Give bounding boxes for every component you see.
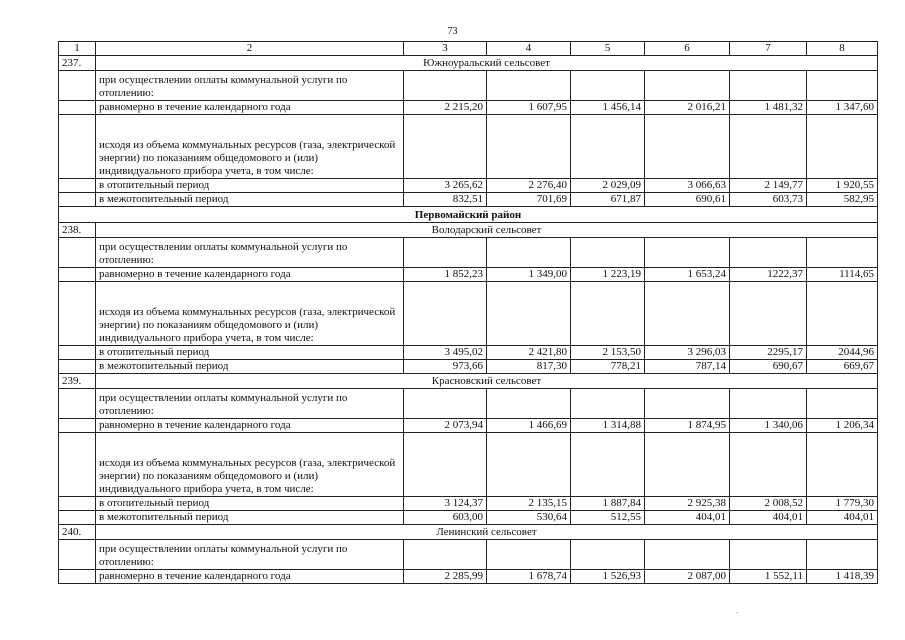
by-volume-row: [59, 433, 878, 497]
cell-empty: [730, 238, 807, 268]
cell-value: 530,64: [487, 511, 571, 525]
cell-empty: [730, 389, 807, 419]
cell-empty: [645, 115, 730, 179]
page-number: 73: [447, 26, 458, 37]
evenly-row: [59, 419, 878, 433]
cell-value: 1 456,14: [571, 101, 645, 115]
cell-empty: [807, 115, 878, 179]
section-number: 240.: [59, 525, 96, 540]
cell-value: 832,51: [404, 193, 487, 207]
cell-value: 603,73: [730, 193, 807, 207]
cell-empty: [571, 540, 645, 570]
cell-value: 2 016,21: [645, 101, 730, 115]
cell-value: 2 135,15: [487, 497, 571, 511]
row-label: при осуществлении оплаты коммунальной услуги по отоплению:: [96, 389, 404, 419]
cell-value: 2 215,20: [404, 101, 487, 115]
cell-value: 1 340,06: [730, 419, 807, 433]
by-volume-row: [59, 115, 878, 179]
section-row: [59, 374, 878, 389]
district-name: Первомайский район: [59, 207, 878, 223]
column-header: 2: [96, 42, 404, 56]
cell-value: 512,55: [571, 511, 645, 525]
cell-empty: [571, 389, 645, 419]
section-name: Володарский сельсовет: [96, 223, 878, 238]
cell-empty: [487, 282, 571, 346]
cell-empty: [487, 71, 571, 101]
cell-value: 2 153,50: [571, 346, 645, 360]
cell-value: 404,01: [807, 511, 878, 525]
cell-value: 3 495,02: [404, 346, 487, 360]
row-label: в отопительный период: [96, 497, 404, 511]
cell-value: 1 678,74: [487, 570, 571, 584]
cell-empty: [807, 433, 878, 497]
cell-empty: [571, 71, 645, 101]
row-label: равномерно в течение календарного года: [96, 570, 404, 584]
section-row: [59, 223, 878, 238]
cell-value: 671,87: [571, 193, 645, 207]
cell-value: 1 526,93: [571, 570, 645, 584]
cell-value: 817,30: [487, 360, 571, 374]
section-name: Красновский сельсовет: [96, 374, 878, 389]
payment-heading-row: [59, 389, 878, 419]
row-label: исходя из объема коммунальных ресурсов (газа, электрической энергии) по показаниям общедомового и (или) индивидуального прибора учета, в том числе:: [96, 115, 404, 179]
cell-empty: [730, 115, 807, 179]
column-header: 3: [404, 42, 487, 56]
cell-empty: [571, 282, 645, 346]
column-header: 7: [730, 42, 807, 56]
cell-value: 1 481,32: [730, 101, 807, 115]
cell-value: 690,67: [730, 360, 807, 374]
district-row: [59, 207, 878, 223]
cell-value: 1 779,30: [807, 497, 878, 511]
off-heating-period-row: [59, 360, 878, 374]
cell-value: 603,00: [404, 511, 487, 525]
cell-empty: [807, 540, 878, 570]
cell-empty: [645, 433, 730, 497]
off-heating-period-row: [59, 193, 878, 207]
cell-value: 669,67: [807, 360, 878, 374]
cell-value: 1 206,34: [807, 419, 878, 433]
cell-empty: [487, 433, 571, 497]
column-header: 6: [645, 42, 730, 56]
row-label: в межотопительный период: [96, 360, 404, 374]
cell-value: 1 552,11: [730, 570, 807, 584]
cell-value: 2 073,94: [404, 419, 487, 433]
scan-speck: [736, 612, 738, 613]
cell-empty: [571, 238, 645, 268]
cell-empty: [730, 540, 807, 570]
cell-value: 2 421,80: [487, 346, 571, 360]
section-name: Ленинский сельсовет: [96, 525, 878, 540]
row-label: в межотопительный период: [96, 511, 404, 525]
row-label: при осуществлении оплаты коммунальной услуги по отоплению:: [96, 238, 404, 268]
cell-empty: [645, 238, 730, 268]
cell-empty: [487, 115, 571, 179]
heating-period-row: [59, 346, 878, 360]
cell-empty: [571, 115, 645, 179]
payment-heading-row: [59, 540, 878, 570]
cell-empty: [404, 540, 487, 570]
cell-empty: [487, 238, 571, 268]
cell-empty: [807, 282, 878, 346]
cell-empty: [404, 238, 487, 268]
column-header: 8: [807, 42, 878, 56]
evenly-row: [59, 101, 878, 115]
cell-empty: [571, 433, 645, 497]
section-row: [59, 56, 878, 71]
section-name: Южноуральский сельсовет: [96, 56, 878, 71]
payment-heading-row: [59, 71, 878, 101]
header-row: [59, 42, 878, 56]
cell-empty: [487, 389, 571, 419]
row-label: при осуществлении оплаты коммунальной услуги по отоплению:: [96, 540, 404, 570]
cell-value: 1222,37: [730, 268, 807, 282]
cell-value: 1 887,84: [571, 497, 645, 511]
cell-empty: [807, 71, 878, 101]
row-label: равномерно в течение календарного года: [96, 268, 404, 282]
row-label: в межотопительный период: [96, 193, 404, 207]
evenly-row: [59, 570, 878, 584]
cell-value: 1 418,39: [807, 570, 878, 584]
cell-value: 1 920,55: [807, 179, 878, 193]
cell-value: 787,14: [645, 360, 730, 374]
row-label: в отопительный период: [96, 179, 404, 193]
section-number: 239.: [59, 374, 96, 389]
column-header: 1: [59, 42, 96, 56]
cell-value: 973,66: [404, 360, 487, 374]
cell-empty: [645, 71, 730, 101]
cell-empty: [404, 282, 487, 346]
section-number: 237.: [59, 56, 96, 71]
cell-value: 2 149,77: [730, 179, 807, 193]
cell-value: 2044,96: [807, 346, 878, 360]
cell-value: 1 349,00: [487, 268, 571, 282]
cell-value: 582,95: [807, 193, 878, 207]
cell-value: 404,01: [645, 511, 730, 525]
payment-heading-row: [59, 238, 878, 268]
tariff-table: [58, 41, 878, 584]
cell-empty: [404, 389, 487, 419]
cell-value: 404,01: [730, 511, 807, 525]
column-header: 5: [571, 42, 645, 56]
row-label: в отопительный период: [96, 346, 404, 360]
cell-value: 1 874,95: [645, 419, 730, 433]
cell-empty: [645, 282, 730, 346]
column-header: 4: [487, 42, 571, 56]
row-label: равномерно в течение календарного года: [96, 101, 404, 115]
cell-value: 1 314,88: [571, 419, 645, 433]
heating-period-row: [59, 179, 878, 193]
by-volume-row: [59, 282, 878, 346]
cell-empty: [645, 540, 730, 570]
cell-value: 2 276,40: [487, 179, 571, 193]
cell-value: 1 466,69: [487, 419, 571, 433]
cell-value: 2 029,09: [571, 179, 645, 193]
cell-value: 2295,17: [730, 346, 807, 360]
cell-empty: [730, 71, 807, 101]
cell-value: 701,69: [487, 193, 571, 207]
cell-empty: [645, 389, 730, 419]
cell-value: 1 653,24: [645, 268, 730, 282]
section-row: [59, 525, 878, 540]
off-heating-period-row: [59, 511, 878, 525]
cell-value: 1 607,95: [487, 101, 571, 115]
cell-empty: [404, 115, 487, 179]
cell-empty: [807, 238, 878, 268]
cell-value: 1 852,23: [404, 268, 487, 282]
row-label: исходя из объема коммунальных ресурсов (газа, электрической энергии) по показаниям общедомового и (или) индивидуального прибора учета, в том числе:: [96, 282, 404, 346]
cell-value: 3 296,03: [645, 346, 730, 360]
cell-empty: [404, 433, 487, 497]
cell-value: 2 285,99: [404, 570, 487, 584]
cell-value: 690,61: [645, 193, 730, 207]
cell-value: 3 124,37: [404, 497, 487, 511]
cell-value: 2 008,52: [730, 497, 807, 511]
heating-period-row: [59, 497, 878, 511]
cell-value: 1 223,19: [571, 268, 645, 282]
cell-value: 2 087,00: [645, 570, 730, 584]
row-label: при осуществлении оплаты коммунальной услуги по отоплению:: [96, 71, 404, 101]
evenly-row: [59, 268, 878, 282]
cell-empty: [730, 433, 807, 497]
cell-value: 3 066,63: [645, 179, 730, 193]
cell-value: 3 265,62: [404, 179, 487, 193]
cell-value: 2 925,38: [645, 497, 730, 511]
cell-empty: [404, 71, 487, 101]
cell-value: 1114,65: [807, 268, 878, 282]
cell-value: 778,21: [571, 360, 645, 374]
cell-empty: [807, 389, 878, 419]
cell-value: 1 347,60: [807, 101, 878, 115]
cell-empty: [487, 540, 571, 570]
row-label: исходя из объема коммунальных ресурсов (газа, электрической энергии) по показаниям общедомового и (или) индивидуального прибора учета, в том числе:: [96, 433, 404, 497]
row-label: равномерно в течение календарного года: [96, 419, 404, 433]
cell-empty: [730, 282, 807, 346]
section-number: 238.: [59, 223, 96, 238]
